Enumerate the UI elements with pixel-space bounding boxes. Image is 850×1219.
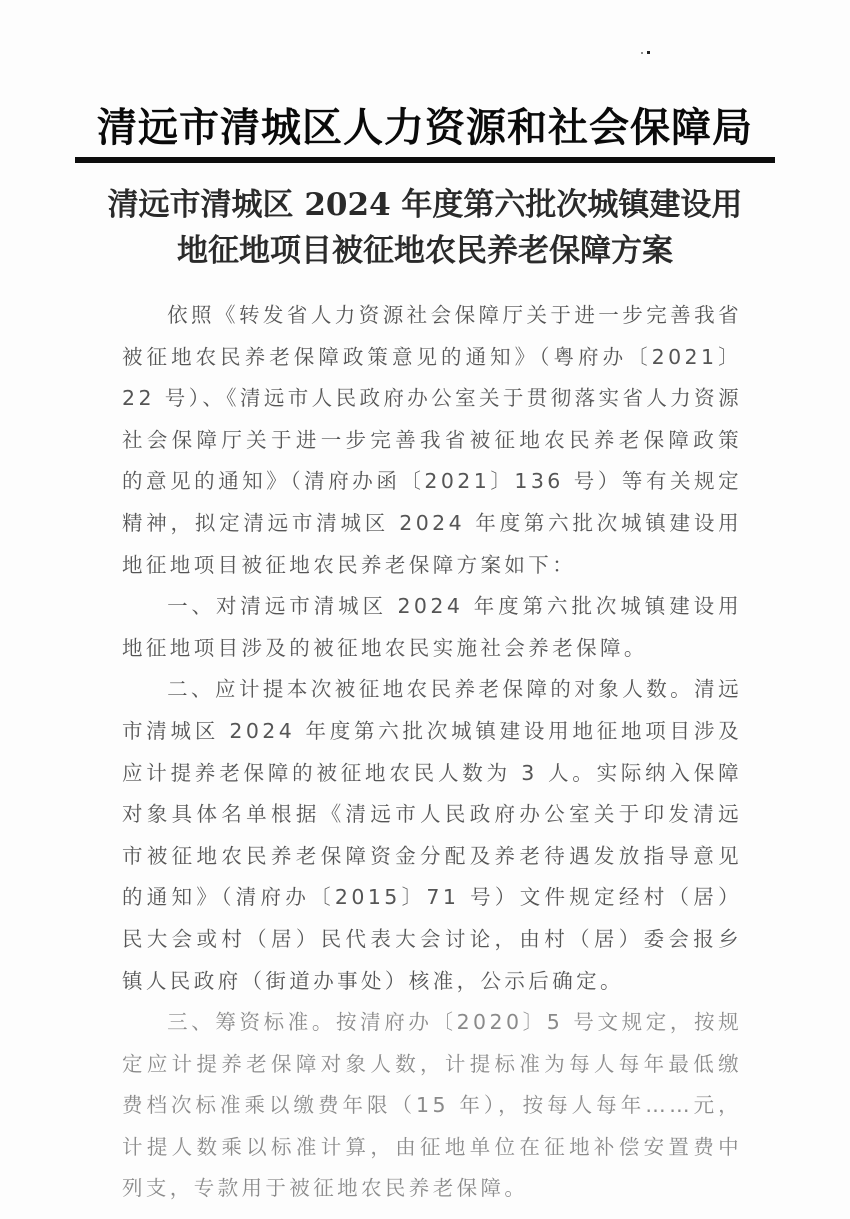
document-body [122, 295, 742, 1210]
header-divider [75, 157, 775, 163]
paragraph-intro: 依照《转发省人力资源社会保障厅关于进一步完善我省被征地农民养老保障政策意见的通知》（粤府办〔2021〕22 号）、《清远市人民政府办公室关于贯彻落实省人力资源社会保障厅关于进一步完善我省被征地农民养老保障政策的意见的通知》（清府办函〔2021〕136 号）等有关规定精神，拟定清远市清城区 2024 年度第六批次城镇建设用地征地项目被征地农民养老保障方案如下： [122, 303, 742, 577]
title-line-1: 清远市清城区 2024 年度第六批次城镇建设用 [107, 187, 743, 223]
issuer-header: 清远市清城区人力资源和社会保障局 [97, 104, 753, 151]
paragraph-section-3: 三、筹资标准。按清府办〔2020〕5 号文规定，按规定应计提养老保障对象人数，计提标准为每人每年最低缴费档次标准乘以缴费年限（15 年），按每人每年……元，计提人数乘以标准计算，由征地单位在征地补偿安置费中列支，专款用于被征地农民养老保障。 [122, 1010, 742, 1201]
scan-speck [641, 52, 643, 54]
paragraph-section-2: 二、应计提本次被征地农民养老保障的对象人数。清远市清城区 2024 年度第六批次城镇建设用地征地项目涉及应计提养老保障的被征地农民人数为 3 人。实际纳入保障对象具体名单根据《清远市人民政府办公室关于印发清远市被征地农民养老保障资金分配及养老待遇发放指导意见的通知》（清府办〔2015〕71 号）文件规定经村（居）民大会或村（居）民代表大会讨论，由村（居）委会报乡镇人民政府（街道办事处）核准，公示后确定。 [122, 677, 742, 993]
paragraph-section-1: 一、对清远市清城区 2024 年度第六批次城镇建设用地征地项目涉及的被征地农民实施社会养老保障。 [122, 594, 742, 660]
scan-speck [647, 51, 650, 54]
title-line-2: 地征地项目被征地农民养老保障方案 [177, 233, 673, 269]
document-title [0, 182, 850, 274]
